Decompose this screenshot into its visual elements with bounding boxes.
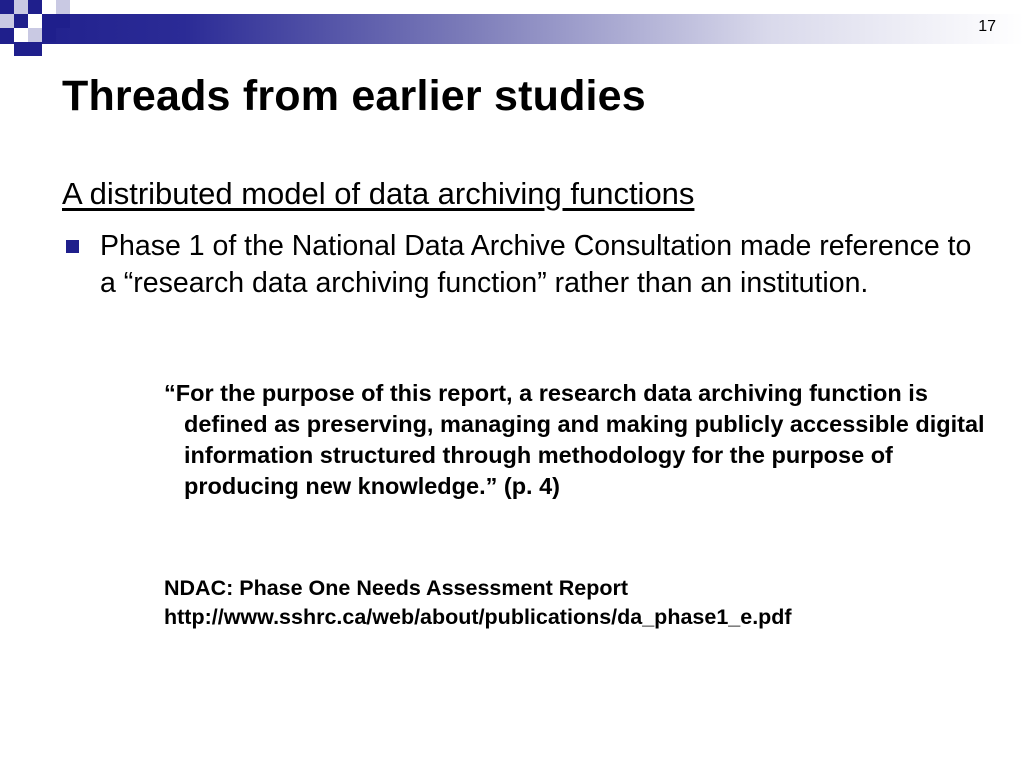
decorative-squares-logo xyxy=(0,0,80,60)
section-subtitle: A distributed model of data archiving functions xyxy=(62,176,695,211)
slide-number: 17 xyxy=(978,18,996,35)
reference-block xyxy=(164,574,1014,632)
bullet-item xyxy=(62,228,972,302)
header-gradient-band xyxy=(0,14,1024,44)
reference-url: http://www.sshrc.ca/web/about/publications/da_phase1_e.pdf xyxy=(164,605,792,629)
bullet-text: Phase 1 of the National Data Archive Consultation made reference to a “research data archiving function” rather than an institution. xyxy=(100,230,972,299)
square-bullet-icon xyxy=(66,240,79,253)
slide-title: Threads from earlier studies xyxy=(62,72,646,120)
quote-block: “For the purpose of this report, a research data archiving function is defined as preserving, managing and making publicly accessible digital information structured through methodology for the purpose of producing new knowledge.” (p. 4) xyxy=(164,380,985,499)
reference-title: NDAC: Phase One Needs Assessment Report xyxy=(164,576,628,600)
